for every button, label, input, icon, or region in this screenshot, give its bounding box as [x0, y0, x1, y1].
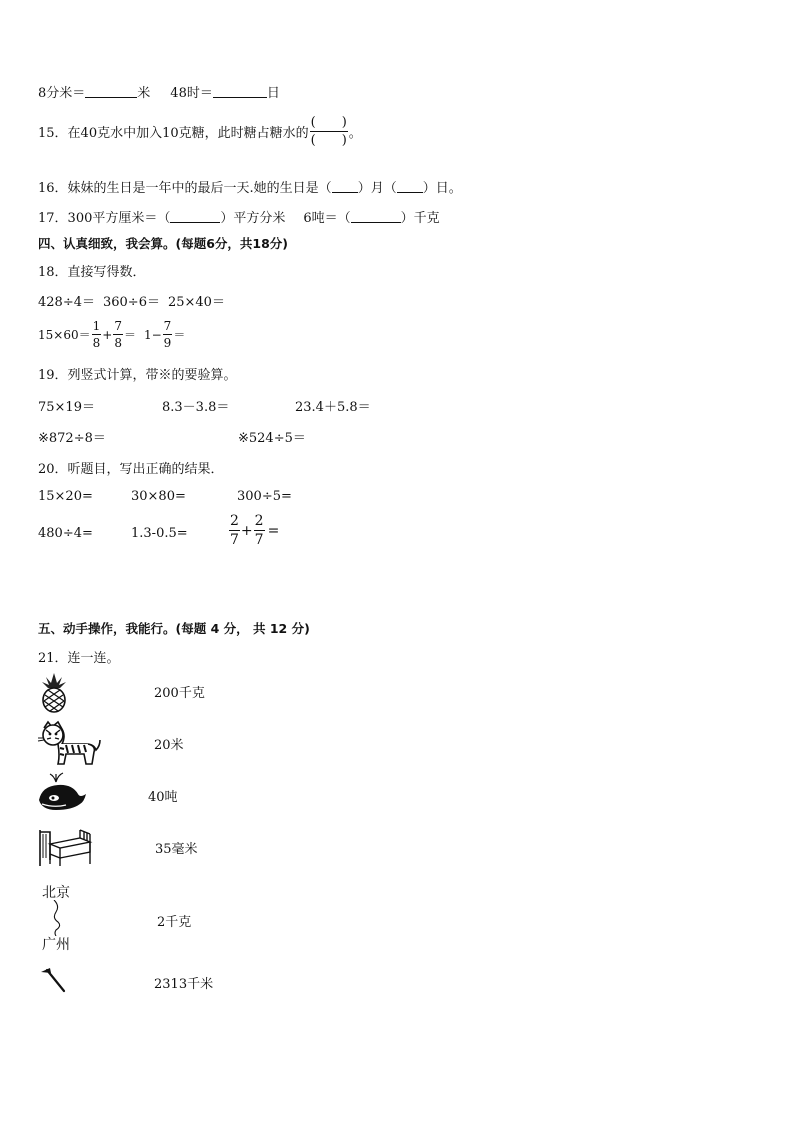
- section-5-heading: 五、动手操作，我能行。(每题 4 分， 共 12 分): [38, 621, 310, 636]
- q18-row-1: [38, 291, 225, 310]
- q20-f1-num: 2: [230, 513, 239, 529]
- q20-expr-2: 30×80=: [131, 489, 186, 504]
- q19-title: 19．列竖式计算，带※的要验算。: [38, 368, 237, 383]
- q18-f2-num: 7: [114, 319, 122, 333]
- q20-plus: +: [240, 522, 253, 539]
- q14-blank-1[interactable]: [85, 85, 137, 98]
- q18-fraction-3: [163, 320, 173, 349]
- q15-denominator: ( ): [310, 133, 347, 148]
- q21-label-2[interactable]: 20米: [154, 738, 184, 753]
- q17-text-c: 6吨＝（: [303, 211, 351, 226]
- q21-label-6[interactable]: 2313千米: [154, 977, 214, 992]
- q16-blank-day[interactable]: [397, 180, 423, 193]
- q20-title: 20．听题目，写出正确的结果．: [38, 462, 224, 477]
- q18-f2-den: 8: [114, 336, 122, 350]
- q16-text-a: 16．妹妹的生日是一年中的最后一天.她的生日是（: [38, 181, 332, 196]
- q18-eq-2: ＝: [173, 328, 186, 342]
- q16-text-c: ）日。: [422, 181, 462, 196]
- q20-expr-3: 300÷5=: [237, 489, 292, 504]
- q19-expr-3: 23.4＋5.8＝: [295, 400, 371, 415]
- q18-row-2: [38, 320, 185, 349]
- q14-unit2: 日: [266, 86, 280, 101]
- q17-text-b: ）平方分米: [220, 211, 286, 226]
- q21-label-4[interactable]: 35毫米: [155, 842, 198, 857]
- q18-expr-4: 15×60＝: [38, 328, 91, 342]
- q16-blank-month[interactable]: [332, 180, 358, 193]
- whale-icon[interactable]: [36, 772, 88, 816]
- q18-title: 18．直接写得数．: [38, 265, 146, 280]
- q21-label-5[interactable]: 2千克: [157, 915, 192, 930]
- q17-blank-1[interactable]: [170, 210, 220, 223]
- q18-f1-den: 8: [92, 336, 101, 350]
- q21-label-3[interactable]: 40吨: [148, 790, 178, 805]
- q17-text-a: 17．300平方厘米＝（: [38, 211, 171, 226]
- q15-text: 15．在40克水中加入10克糖，此时糖占糖水的: [38, 126, 309, 141]
- map-guangzhou-label: 广州: [42, 937, 70, 953]
- q14-blank-2[interactable]: [213, 85, 267, 98]
- q20-f2-num: 2: [254, 513, 264, 529]
- q19-expr-2: 8.3－3.8＝: [162, 400, 230, 415]
- q18-expr-3: 25×40＝: [167, 295, 225, 310]
- q14-part2: 48时＝: [170, 86, 213, 101]
- q18-expr-1: 428÷4＝: [38, 295, 95, 310]
- q20-expr-4: 480÷4=: [38, 526, 93, 541]
- map-beijing-label: 北京: [42, 885, 70, 901]
- q18-f3-den: 9: [163, 336, 172, 350]
- q18-fraction-1: [92, 320, 102, 349]
- q14-line: [38, 82, 280, 101]
- q18-f1-num: 1: [92, 319, 101, 333]
- q20-fraction-1: [229, 514, 240, 547]
- q20-f2-den: 7: [254, 532, 264, 548]
- q21-title: 21．连一连。: [38, 651, 120, 666]
- q14-unit1: 米: [137, 86, 151, 101]
- q15-fraction[interactable]: [310, 116, 348, 147]
- section-4-heading: 四、认真细致，我会算。(每题6分，共18分): [38, 236, 289, 251]
- q18-eq-1: ＝: [123, 328, 136, 342]
- beijing-guangzhou-map-icon[interactable]: [40, 882, 84, 954]
- q17-blank-2[interactable]: [351, 210, 401, 223]
- q16-line: [38, 177, 462, 196]
- q17-text-d: ）千克: [400, 211, 440, 226]
- q20-fraction-2: [254, 514, 265, 547]
- q20-f1-den: 7: [230, 532, 239, 548]
- q21-label-1[interactable]: 200千克: [154, 686, 205, 701]
- q15-numerator: ( ): [310, 115, 347, 130]
- q20-expr-1: 15×20=: [38, 489, 93, 504]
- q20-expr-5: 1.3-0.5=: [131, 526, 188, 541]
- bed-icon[interactable]: [36, 824, 94, 872]
- q18-expr-6-prefix: 1−: [143, 327, 162, 342]
- pineapple-icon[interactable]: [36, 671, 72, 717]
- q15-end: 。: [348, 126, 362, 141]
- q20-eq: =: [267, 522, 280, 539]
- q18-f3-num: 7: [163, 319, 172, 333]
- q16-text-b: ）月（: [357, 181, 397, 196]
- q19-expr-1: 75×19＝: [38, 400, 95, 415]
- q18-plus: +: [102, 327, 113, 342]
- q18-expr-2: 360÷6＝: [102, 295, 160, 310]
- q18-fraction-2: [113, 320, 123, 349]
- q19-expr-4: ※872÷8＝: [38, 431, 106, 446]
- q20-expr-6: [228, 514, 279, 547]
- q15-line: [38, 116, 362, 147]
- q19-expr-5: ※524÷5＝: [238, 431, 306, 446]
- nail-icon[interactable]: [38, 966, 68, 998]
- q14-part1: 8分米＝: [38, 86, 86, 101]
- q17-line: [38, 207, 440, 226]
- tiger-icon[interactable]: [36, 718, 102, 772]
